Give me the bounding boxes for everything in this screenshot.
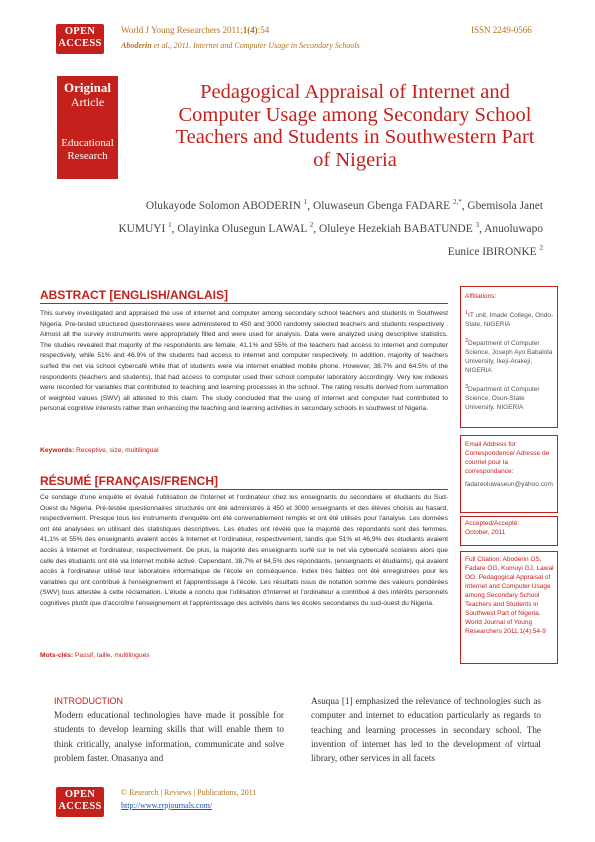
accepted-label: Accepted/Accepté:	[465, 520, 520, 527]
introduction-right-column: Asuqua [1] emphasized the relevance of technologies such as computer and internet to education particularly as regards to teaching and learning processes in secondary school. The invention of internet has led to the development of virtual library, other services in all facets	[311, 696, 541, 764]
article-type-line2: Article	[70, 95, 105, 109]
resume-body: Ce sondage d'une enquête et évalué l'utilisation de l'Internet et l'ordinateur chez les enseignants du secondaire et étudiants du Sud-Ouest du Nigeria. Pré-testée questionnaires structurés ont été administrés à 450 et 3000 enseignants et des élèves choisis au hasard, respectivement. Presque tous les instruments d'enquête ont été convenablement remplis et ont été utilisés pour l'analyse. Les données ont été analysées en utilisant des statistiques descriptives. Les études ont révélé que la majorité des répondants sont des femmes. 41,1% et 55% des enseignants avaient accès à Internet et l'ordinateur, respectivement, tandis que 51% et 46,9% des étudiants avaient accès à Internet et l'ordinateur, respectivement. De plus, la majorité des enseignants surfé sur le net via cybercafé scolaires alors que celle des étudiants ont été via Internet mobile activé. Cependant, 38,7% et 64,5% des répondants, (enseignants et étudiants), qui avaient accès à l'ordinateur utilisé leur laboratoire informatique de l'école en conséquence. Index très faibles ont été enregistrées pour les variables qui ont contribué à l'enseignement et l'apprentissage à l'école. Les résultats issus de notation somme des valeurs pondérées (SWV) tous attestée à cette réclamation. L'étude a conclu que l'utilisation d'Internet et l'ordinateur a contribué à des intérêts personnels cognitives plutôt que d'accroître l'enseignement et l'apprentissage des activités dans les écoles secondaires du sud-ouest du Nigeria.	[40, 494, 448, 607]
sidebar-correspondence	[465, 440, 555, 489]
abstract-body: This survey investigated and appraised the use of internet and computer among secondary school teachers and students in Southwest Nigeria. Pre-tested structured questionnaires were administered to 450 and 3000 randomly selected teachers and students respectively . Almost all the survey instruments were appropriately filled and were used for analysis. Data were analyzed using descriptive statistics. The studies revealed that majority of the respondents are female. 41.1% and 55% of the teachers had access to internet and computer respectively, while 51% and 46.9% of the students had access to internet and computer respectively. In addition, majority of teachers surfed the net via school cybercafé while that of students were via internet enabled mobile phone. However, 38.7% and 64.5% of the respondents (teachers and students), that had access to computer used their school computer laboratory accordingly. Very low indexes were recorded for variables that contributed to teaching and learning processes in the school. The rating results derived from summation of weighted values (SWV) all attested to this claim. The study concluded that the using of internet and computer had contributed to personal cognitive interests rather than enhancing the teaching and learning activities in secondary schools in southwest of Nigeria.	[40, 310, 448, 413]
footer-open-access-line2: ACCESS	[58, 801, 102, 812]
article-title: Pedagogical Appraisal of Internet and Computer Usage among Secondary School Teachers and Students in Southwestern Part of Nigeria	[175, 81, 535, 171]
footer-open-access-line1: OPEN	[64, 789, 96, 800]
resume-heading: RÉSUMÉ [FRANÇAIS/FRENCH]	[40, 474, 218, 488]
article-type-line1: Original	[64, 80, 111, 95]
email-label: Email Address for Correspondence/ Adresse de courriel pour la correspondance:	[465, 441, 550, 475]
affiliations-label: Affiliations:	[465, 293, 497, 300]
accepted-date: October, 2011	[465, 529, 506, 536]
full-citation: Aboderin OS, Fadare OG, Kumuyi GJ, Lawal OO. Pedagogical Appraisal of Internet and Computer Usage among Secondary School Teachers and Students in Southwest Part of Nigeria. World Journal of Young Researchers 2011;1(4):54-9	[465, 556, 554, 635]
article-type-box	[57, 76, 118, 179]
sidebar-citation	[465, 555, 555, 636]
footer-tagline: © Research | Reviews | Publications, 2011	[121, 788, 257, 797]
open-access-line1: OPEN	[64, 26, 96, 37]
abstract-heading-rule	[40, 303, 448, 304]
affiliation-2: $^2$Department of Computer Science, Joseph Ayo Babalola University, Ikeji-Arakeji, NIGERIA	[465, 338, 553, 375]
journal-reference: World J Young Researchers 2011;1(4):54	[121, 25, 270, 35]
resume-keywords: Mots-clés: Passif, taille, multilingues	[40, 652, 150, 659]
running-citation: Aboderin et al., 2011. Internet and Computer Usage in Secondary Schools	[121, 41, 360, 50]
footer-open-access-badge	[56, 787, 104, 817]
correspondence-email: fadareoluwaseun@yahoo.com	[465, 481, 553, 488]
footer-journal-link[interactable]: http://www.rrpjournals.com/	[121, 801, 213, 810]
article-category-line1: Educational	[61, 137, 114, 149]
abstract-heading: ABSTRACT [ENGLISH/ANGLAIS]	[40, 288, 228, 302]
issn: ISSN 2249-0566	[471, 25, 532, 35]
article-category-line2: Research	[67, 150, 108, 162]
citation-label: Full Citation:	[465, 556, 502, 563]
affiliation-1: $^1$IT unit, Imade College, Ondo-State, NIGERIA	[465, 310, 554, 329]
abstract-keywords: Keywords: Receptive, size, multilingual	[40, 447, 159, 454]
affiliation-3: $^3$Department of Computer Science, Osun-State University, NIGERIA	[465, 384, 540, 412]
introduction-left-column: Modern educational technologies have made it possible for students to develop learning skills that will enable them to think critically, analyse information, communicate and solve problem faster. Onasanya and	[54, 710, 284, 763]
sidebar-accepted	[465, 519, 555, 537]
author-list: Olukayode Solomon ABODERIN $^1$, Oluwaseun Gbenga FADARE $^{2,*}$, Gbemisola Janet KUMUYI $^1$, Olayinka Olusegun LAWAL $^2$, Oluleye Hezekiah BABATUNDE $^3$, Anuoluwapo Eunice IBIRONKE $^2$	[118, 198, 543, 258]
resume-heading-rule	[40, 489, 448, 490]
open-access-line2: ACCESS	[58, 38, 102, 49]
journal-issue: 1(4)	[242, 25, 258, 35]
open-access-badge	[56, 24, 104, 54]
introduction-heading: INTRODUCTION	[54, 696, 123, 706]
sidebar-affiliations	[465, 292, 555, 412]
